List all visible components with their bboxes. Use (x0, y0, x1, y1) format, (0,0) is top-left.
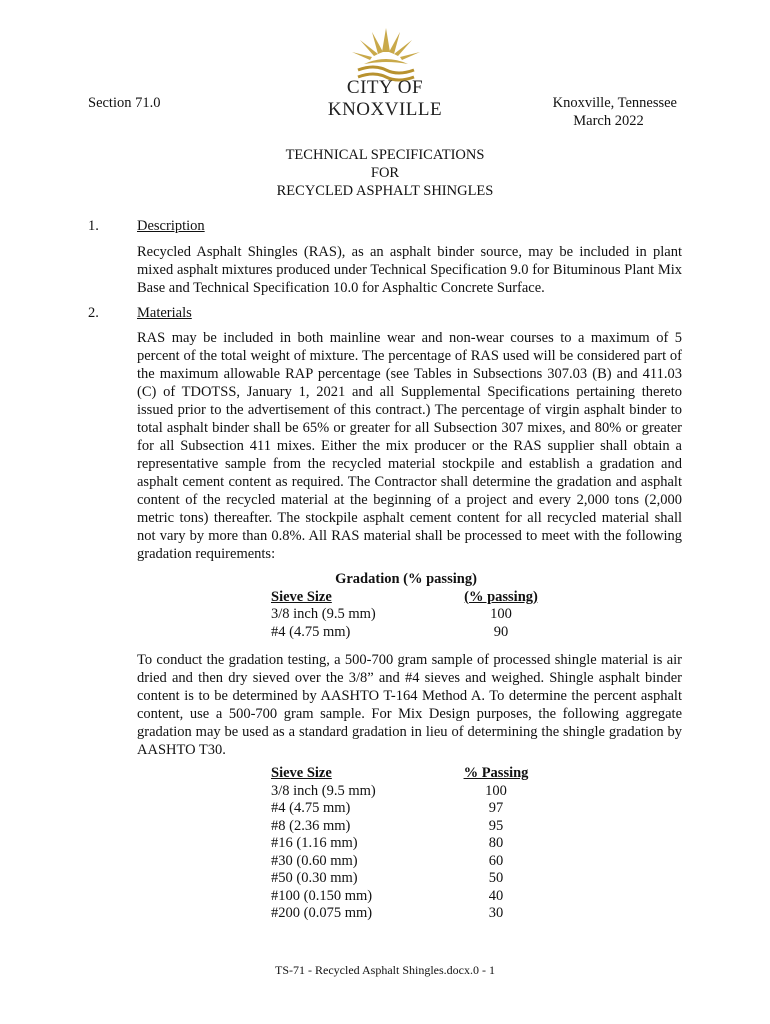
passing-cell: 90 (493, 623, 509, 640)
sieve-cell: #4 (4.75 mm) (271, 623, 351, 640)
table-row (271, 888, 541, 906)
passing-cell: 30 (488, 905, 504, 921)
passing-cell: 95 (488, 817, 504, 834)
table-row (271, 624, 541, 642)
section-1-number: 1. (88, 218, 99, 234)
aggregate-col-passing: % Passing (463, 765, 529, 781)
logo-wordmark (310, 77, 460, 121)
sieve-cell: #100 (0.150 mm) (271, 887, 373, 904)
passing-cell: 60 (488, 852, 504, 869)
passing-cell: 40 (488, 887, 504, 904)
sieve-cell: #8 (2.36 mm) (271, 817, 351, 834)
passing-cell: 80 (488, 835, 504, 851)
logo-city-name: KNOXVILLE (327, 99, 443, 120)
sieve-cell: 3/8 inch (9.5 mm) (271, 782, 376, 799)
gradation-caption: Gradation (% passing) (335, 571, 477, 587)
sieve-cell: #50 (0.30 mm) (271, 870, 358, 886)
sieve-cell: #4 (4.75 mm) (271, 800, 351, 816)
table-row (271, 835, 541, 853)
gradation-col-sieve: Sieve Size (271, 588, 332, 605)
table-row (271, 783, 541, 801)
sieve-cell: #200 (0.075 mm) (271, 905, 373, 921)
table-row (271, 870, 541, 888)
passing-cell: 100 (490, 606, 512, 622)
logo-city-of: CITY OF (346, 77, 424, 98)
aggregate-gradation-table (271, 765, 541, 923)
sieve-cell: 3/8 inch (9.5 mm) (271, 606, 376, 622)
gradation-col-passing: (% passing) (464, 588, 538, 605)
table-row (271, 606, 541, 624)
passing-cell: 100 (485, 782, 507, 799)
aggregate-col-sieve: Sieve Size (271, 765, 332, 781)
section-1-title: Description (137, 218, 205, 234)
doc-title-line-3: RECYCLED ASPHALT SHINGLES (276, 183, 494, 199)
sieve-cell: #30 (0.60 mm) (271, 852, 358, 869)
gradation-testing-paragraph: To conduct the gradation testing, a 500-700 gram sample of processed shingle material is air dried and then dry sieved over the 3/8” and #4 sieves and weighed. Shingle asphalt binder content is to be determined by AASHTO T-164 Method A. To determine the percent asphalt content, use a 500-700 gram sample. For Mix Design purposes, the following aggregate gradation may be used as a standard gradation in lieu of determining the shingle gradation by AASHTO T30. (137, 652, 682, 758)
section-2-title: Materials (137, 305, 192, 321)
doc-title-line-1: TECHNICAL SPECIFICATIONS (285, 147, 485, 163)
table-row (271, 905, 541, 923)
passing-cell: 97 (488, 800, 504, 816)
header-date: March 2022 (573, 113, 644, 129)
table-row (271, 853, 541, 871)
section-number: Section 71.0 (88, 95, 161, 111)
table-row (271, 800, 541, 818)
doc-title-line-2: FOR (370, 165, 400, 181)
sieve-cell: #16 (1.16 mm) (271, 835, 358, 851)
section-2-body: RAS may be included in both mainline wear and non-wear courses to a maximum of 5 percent of the total weight of mixture. The percentage of RAS used will be considered part of the maximum allowable RAP percentage (see Tables in Subsections 307.03 (B) and 411.03 (C) of TDOTSS, January 1, 2021 and all Supplemental Specifications pertaining thereto issued prior to the advertisement of this contract.) The percentage of virgin asphalt binder to total asphalt binder shall be 65% or greater for all Subsection 307 mixes, and 80% or greater for all Subsection 411 mixes. Either the mix producer or the RAS supplier shall obtain a representative sample from the recycled material stockpile and establish a gradation and asphalt cement content as required. The Contractor shall determine the gradation and asphalt content of the recycled material at the beginning of a project and every 2,000 tons (2,000 metric tons) thereafter. The stockpile asphalt cement content for all recycled material shall not vary by more than 0.8%. All RAS material shall be processed to meet with the following gradation requirements: (137, 330, 682, 562)
table-row (271, 818, 541, 836)
passing-cell: 50 (488, 870, 504, 886)
page-footer: TS-71 - Recycled Asphalt Shingles.docx.0 - 1 (275, 963, 495, 977)
gradation-table (271, 571, 541, 641)
header-location: Knoxville, Tennessee (552, 95, 677, 111)
section-1-body: Recycled Asphalt Shingles (RAS), as an asphalt binder source, may be included in plant mixed asphalt mixtures produced under Technical Specification 9.0 for Bituminous Plant Mix Base and Technical Specification 10.0 for Asphaltic Concrete Surface. (137, 244, 682, 296)
section-2-number: 2. (88, 305, 99, 321)
